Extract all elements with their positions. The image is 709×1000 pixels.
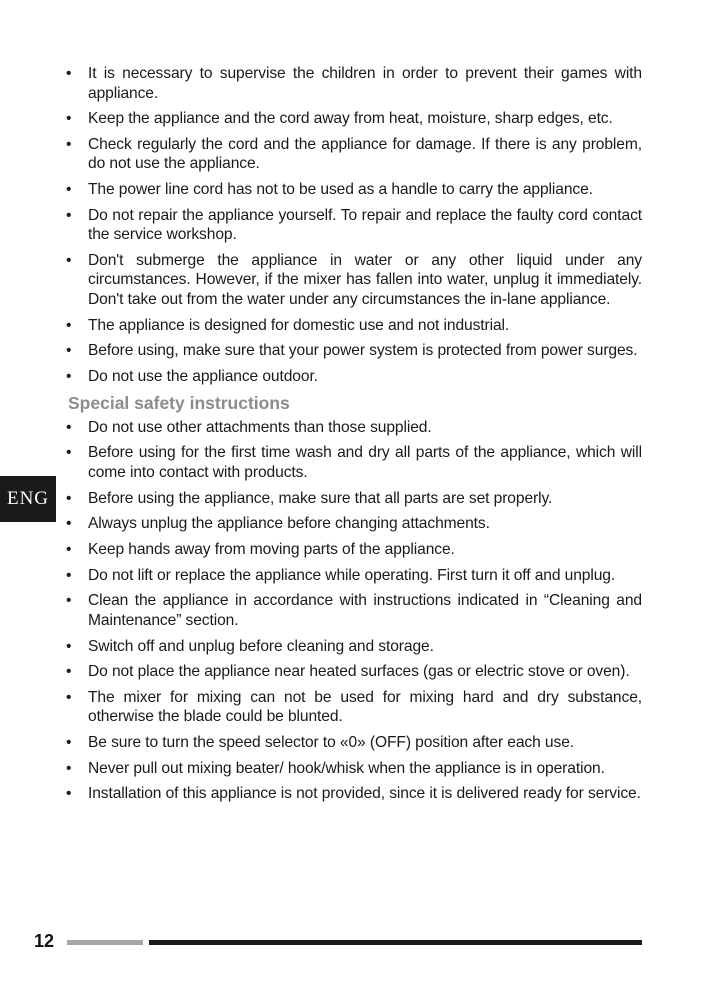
bullet-icon: •	[66, 368, 72, 385]
list-item	[62, 784, 642, 804]
list-item-text: Do not place the appliance near heated surfaces (gas or electric stove or oven).	[88, 663, 630, 681]
bullet-icon: •	[66, 489, 72, 507]
list-item	[62, 206, 642, 245]
general-safety-list	[62, 64, 642, 387]
bullet-icon: •	[66, 592, 72, 610]
bullet-icon: •	[66, 637, 72, 655]
bullet-icon: •	[66, 251, 72, 269]
list-item	[62, 341, 642, 361]
bullet-icon: •	[66, 181, 72, 199]
list-item-text: Keep hands away from moving parts of the appliance.	[88, 540, 455, 558]
bullet-icon: •	[66, 135, 72, 153]
list-item	[62, 514, 642, 534]
list-item	[62, 759, 642, 779]
list-item-text: Do not lift or replace the appliance while operating. First turn it off and unplug.	[88, 566, 616, 584]
list-item	[62, 251, 642, 310]
list-item	[62, 316, 642, 336]
list-item	[62, 135, 642, 174]
list-item-text: Check regularly the cord and the appliance for damage. If there is any problem, do not use the appliance.	[88, 135, 642, 173]
list-item-text: Before using for the first time wash and dry all parts of the appliance, which will come into contact with products.	[88, 444, 642, 481]
list-item	[62, 733, 642, 753]
list-item-text: Be sure to turn the speed selector to «0» (OFF) position after each use.	[88, 734, 574, 752]
footer-bar-grey	[67, 940, 143, 945]
bullet-icon: •	[66, 688, 72, 706]
list-item	[62, 443, 642, 482]
list-item-text: Keep the appliance and the cord away from heat, moisture, sharp edges, etc.	[88, 110, 613, 128]
list-item-text: The mixer for mixing can not be used for mixing hard and dry substance, otherwise the blade could be blunted.	[88, 688, 642, 726]
list-item-text: The power line cord has not to be used as a handle to carry the appliance.	[88, 181, 593, 199]
language-tab: ENG	[0, 476, 56, 522]
list-item	[62, 566, 642, 586]
bullet-icon: •	[66, 110, 72, 128]
list-item	[62, 489, 642, 509]
bullet-icon: •	[66, 540, 72, 558]
bullet-icon: •	[66, 663, 72, 681]
bullet-icon: •	[66, 734, 72, 752]
list-item-text: Do not repair the appliance yourself. To repair and replace the faulty cord contact the service workshop.	[88, 206, 642, 244]
list-item	[62, 418, 642, 438]
special-safety-list	[62, 418, 642, 804]
bullet-icon: •	[66, 65, 72, 82]
list-item-text: Never pull out mixing beater/ hook/whisk when the appliance is in operation.	[88, 759, 605, 777]
list-item-text: Don't submerge the appliance in water or any other liquid under any circumstances. However, if the mixer has fallen into water, unplug it immediately. Don't take out from the water under any circumstances the in-lane appliance.	[88, 251, 642, 308]
list-item-text: Installation of this appliance is not provided, since it is delivered ready for service.	[88, 785, 641, 803]
list-item-text: Before using, make sure that your power system is protected from power surges.	[88, 342, 638, 360]
list-item-text: Clean the appliance in accordance with instructions indicated in “Cleaning and Maintenance” section.	[88, 592, 642, 629]
list-item-text: Always unplug the appliance before changing attachments.	[88, 515, 490, 533]
bullet-icon: •	[66, 785, 72, 803]
list-item	[62, 591, 642, 630]
list-item	[62, 64, 642, 103]
bullet-icon: •	[66, 206, 72, 224]
page-number: 12	[34, 931, 55, 951]
bullet-icon: •	[66, 515, 72, 533]
list-item-text: Before using the appliance, make sure that all parts are set properly.	[88, 489, 553, 507]
list-item	[62, 367, 642, 387]
footer-bar-black	[149, 940, 642, 945]
list-item	[62, 540, 642, 560]
list-item-text: Do not use the appliance outdoor.	[88, 368, 318, 385]
bullet-icon: •	[66, 759, 72, 777]
list-item-text: Switch off and unplug before cleaning and storage.	[88, 637, 434, 655]
list-item-text: The appliance is designed for domestic use and not industrial.	[88, 316, 510, 334]
page-content	[62, 64, 642, 810]
bullet-icon: •	[66, 342, 72, 360]
list-item	[62, 109, 642, 129]
list-item	[62, 637, 642, 657]
bullet-icon: •	[66, 444, 72, 462]
list-item	[62, 662, 642, 682]
section-heading: Special safety instructions	[68, 392, 290, 413]
list-item-text: It is necessary to supervise the children in order to prevent their games with appliance.	[88, 65, 642, 102]
bullet-icon: •	[66, 418, 72, 436]
bullet-icon: •	[66, 316, 72, 334]
bullet-icon: •	[66, 566, 72, 584]
list-item	[62, 688, 642, 727]
list-item	[62, 180, 642, 200]
list-item-text: Do not use other attachments than those supplied.	[88, 418, 432, 436]
